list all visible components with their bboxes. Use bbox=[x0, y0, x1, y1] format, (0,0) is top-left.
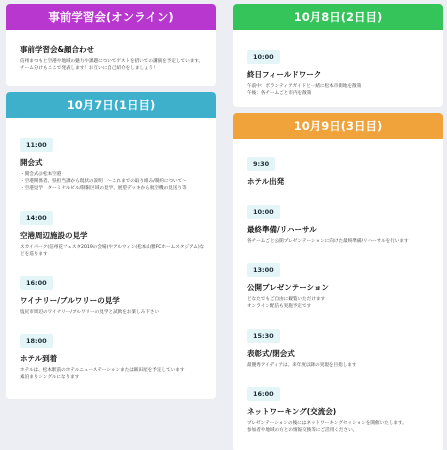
online-desc: 信州まつもと空港や地域の魅力や課題についてゲストを招いての講演を予定しています。 チーム分けもここで発表します！お互いに自己紹介をしましょう！ bbox=[20, 59, 204, 72]
online-card bbox=[6, 4, 216, 86]
time-badge: 13:00 bbox=[247, 263, 280, 277]
time-badge: 9:30 bbox=[247, 157, 275, 171]
day3-card bbox=[233, 113, 443, 450]
item-title: 終日フィールドワーク bbox=[247, 70, 322, 79]
item-title: 最終準備/リハーサル bbox=[247, 225, 317, 235]
time-badge: 15:30 bbox=[247, 329, 280, 343]
item-desc: ・開会式＠松本空港 ・空港関係者、県担当課から現状の説明 〜これまでの取り組み/制約について〜 ・空港見学 ターミナルビル/制限区域の見学、展望デッキから航空機の見送り等 bbox=[20, 172, 187, 192]
item-title: ネットワーキング(交流会) bbox=[247, 406, 337, 416]
schedule-item bbox=[247, 323, 433, 369]
online-title: 事前学習会&顔合わせ bbox=[20, 45, 95, 54]
item-title: 表彰式/閉会式 bbox=[247, 348, 295, 358]
day2-header: 10月8日(2日目) bbox=[233, 4, 443, 30]
item-desc: ホテルは、松本駅前のホテルニューステーションまたは飯田屋を予定しています 素泊まりシングルになります bbox=[20, 367, 185, 380]
time-badge: 10:00 bbox=[247, 50, 280, 64]
day1-header: 10月7日(1日目) bbox=[6, 92, 216, 118]
day2-card bbox=[233, 4, 443, 107]
item-desc: 最優秀アイディアは、来年度以降の実現を目指します bbox=[247, 362, 357, 368]
time-badge: 10:00 bbox=[247, 205, 280, 219]
item-title: 開会式 bbox=[20, 158, 43, 168]
schedule-item bbox=[247, 151, 433, 187]
schedule-item bbox=[247, 44, 433, 97]
item-desc: 塩尻市周辺のワイナリー/ブルワリーの見学と試飲をお楽しみ下さい bbox=[20, 309, 160, 315]
schedule-item bbox=[247, 381, 433, 434]
schedule-item bbox=[20, 132, 206, 192]
schedule-item bbox=[20, 205, 206, 258]
item-title: ホテル到着 bbox=[20, 353, 58, 363]
day3-header: 10月9日(3日目) bbox=[233, 113, 443, 139]
item-desc: どなたでもご自由に観覧いただけます オンライン配信も実施予定です bbox=[247, 297, 326, 310]
time-badge: 18:00 bbox=[20, 334, 53, 348]
item-title: 空港周辺施設の見学 bbox=[20, 230, 88, 240]
item-desc: スカイパーク(信州花フェスタ2019の会場)やアルウィン(松本山雅FCホームスタジアム)などを巡ります bbox=[20, 244, 205, 257]
day1-card bbox=[6, 92, 216, 399]
time-badge: 16:00 bbox=[20, 276, 53, 290]
item-desc: 午前中：ボランティアガイドと一緒に松本市街地を散策 午後：各チームごと市内を散策 bbox=[247, 84, 362, 97]
item-title: ワイナリー/ブルワリーの見学 bbox=[20, 295, 120, 305]
schedule-item bbox=[20, 270, 206, 316]
left-column bbox=[6, 4, 216, 405]
time-badge: 11:00 bbox=[20, 138, 53, 152]
item-desc: プレゼンテーションの後にはネットワーキングセッションを開催いたします。 参加者や地域の方との情報交換等にご活用ください。 bbox=[247, 420, 407, 433]
schedule-item bbox=[247, 199, 433, 245]
item-title: ホテル出発 bbox=[247, 177, 285, 187]
schedule-item bbox=[20, 328, 206, 381]
schedule-item bbox=[247, 257, 433, 310]
online-header: 事前学習会(オンライン) bbox=[6, 4, 216, 30]
item-title: 公開プレゼンテーション bbox=[247, 283, 329, 293]
time-badge: 14:00 bbox=[20, 211, 53, 225]
time-badge: 16:00 bbox=[247, 387, 280, 401]
right-column bbox=[233, 4, 443, 450]
item-desc: 各チームごと公開プレゼンテーションに向けた最終準備/リハーサルを行います bbox=[247, 239, 409, 245]
